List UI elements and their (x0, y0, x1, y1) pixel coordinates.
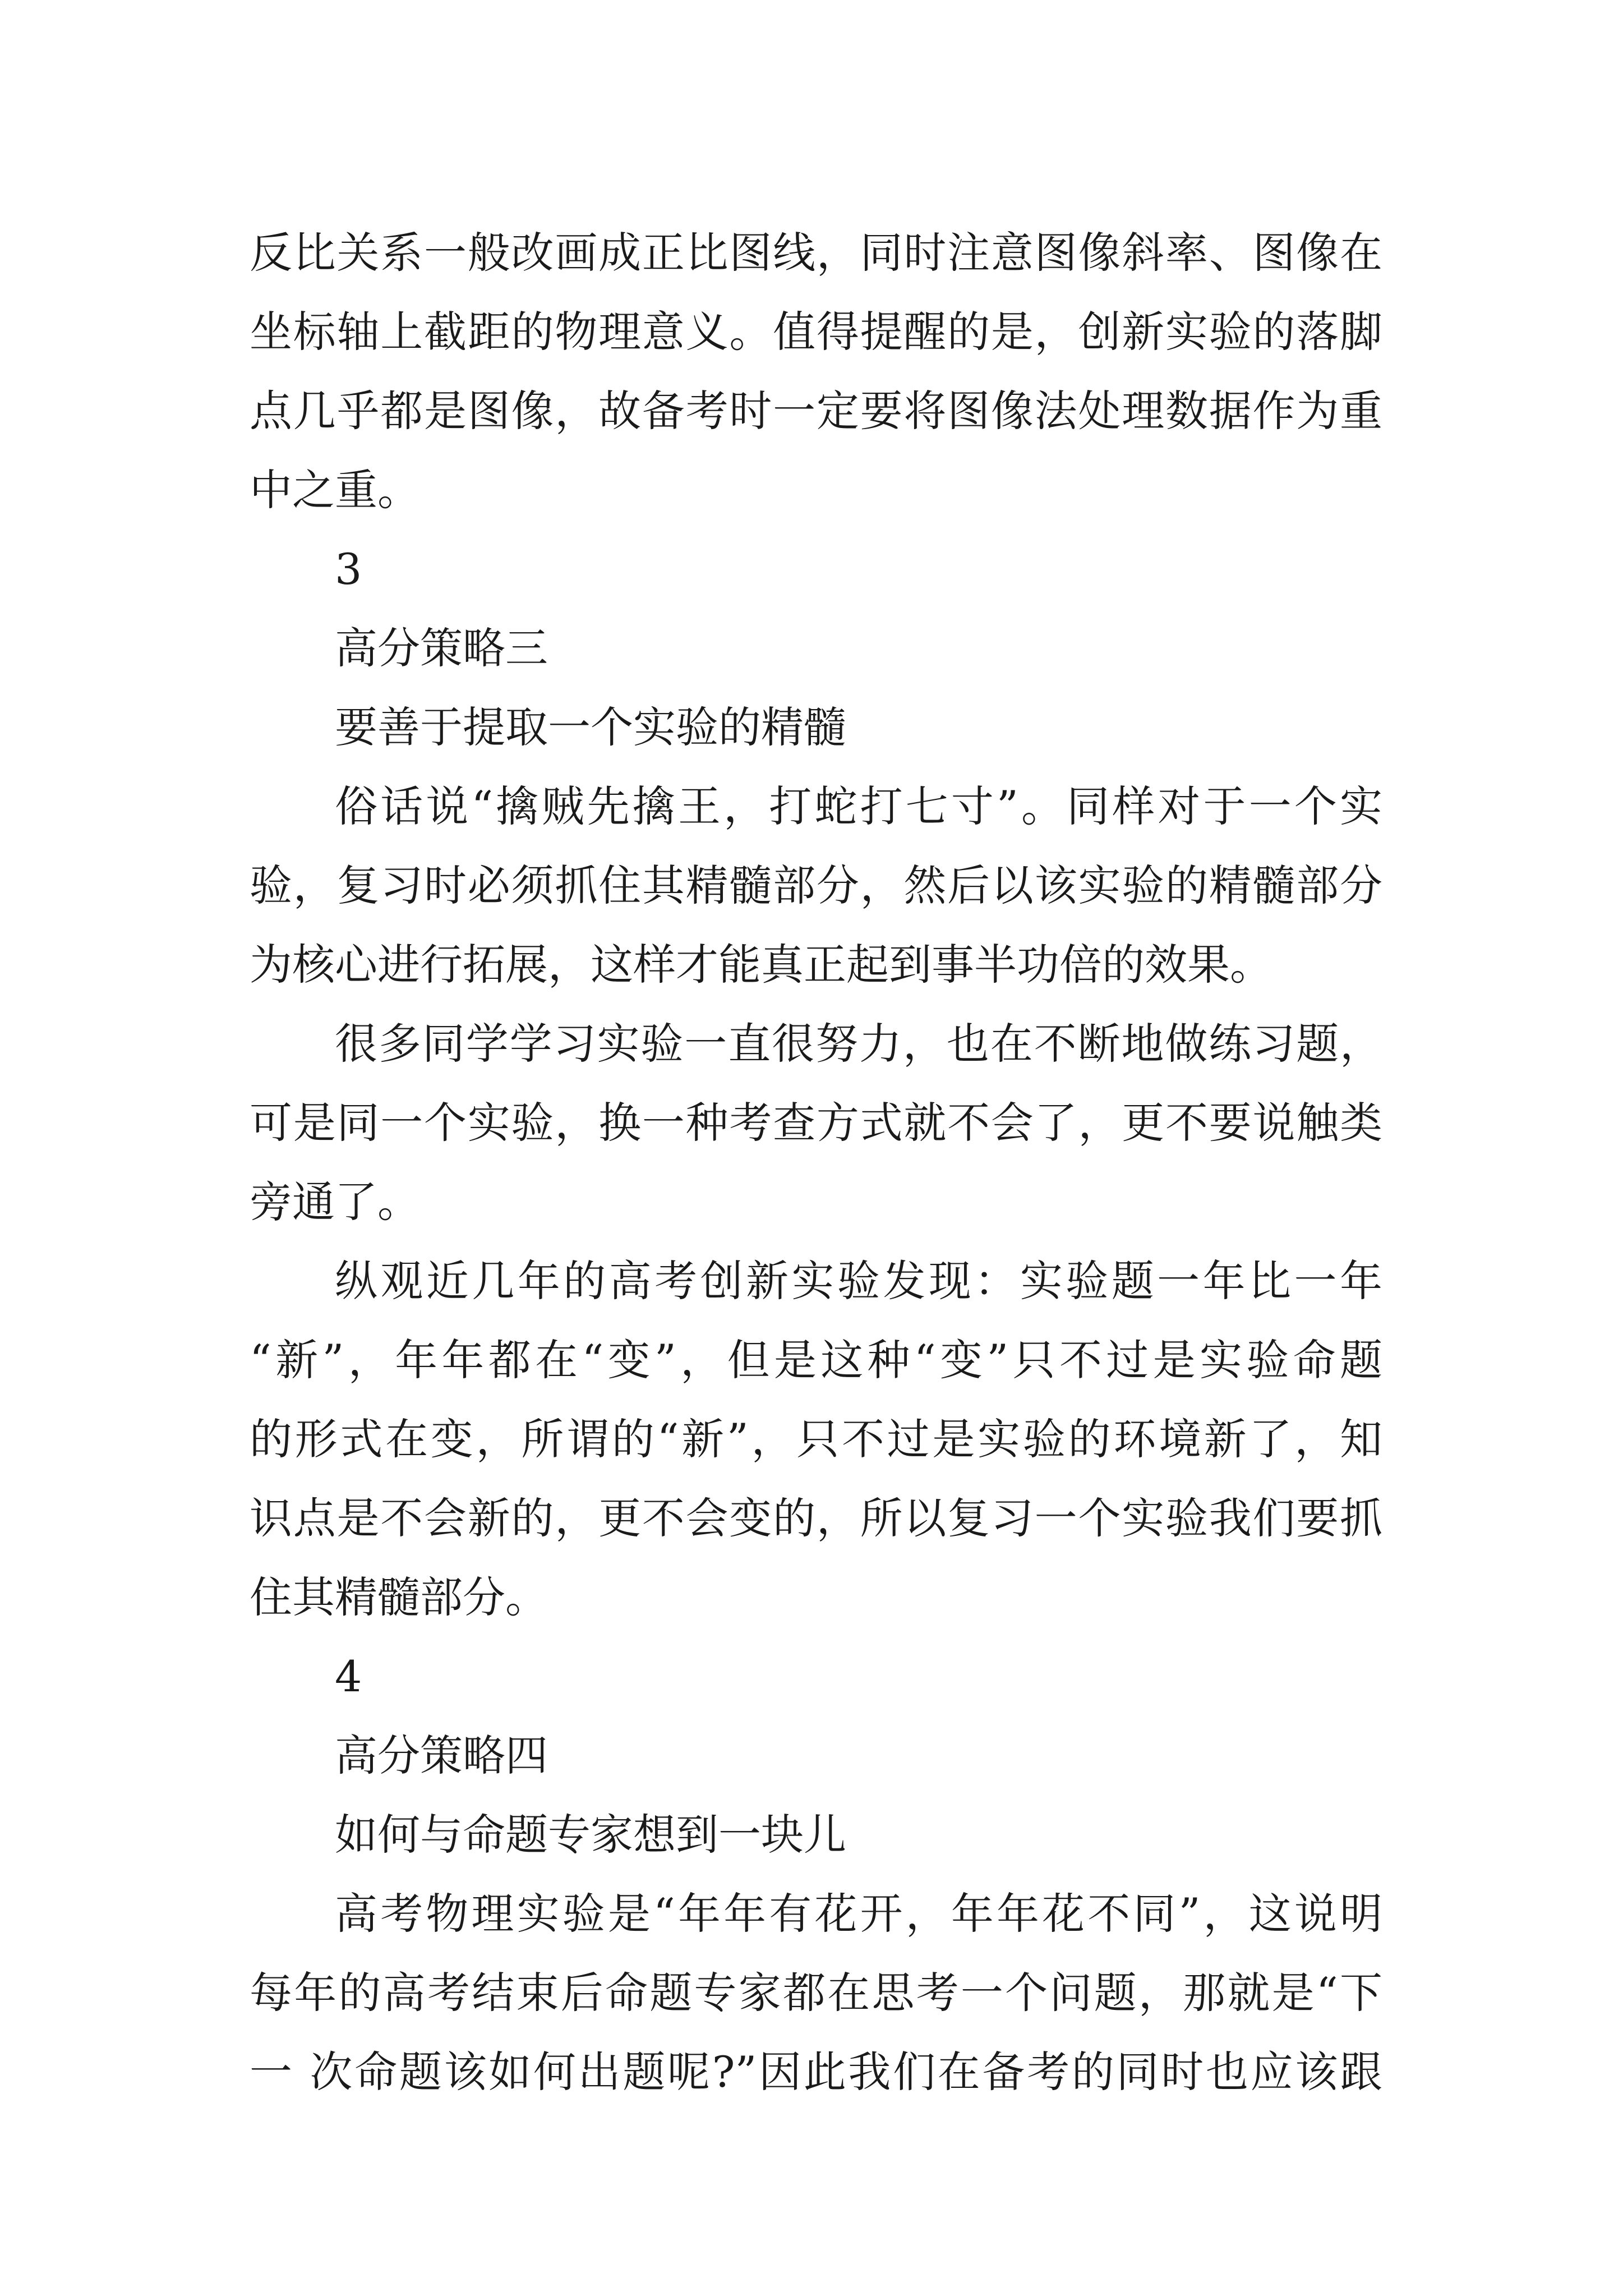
section-number: 4 (335, 1651, 362, 1701)
paragraph-line: “新”，年年都在“变”，但是这种“变”只不过是实验命题 (250, 1335, 1382, 1385)
paragraph-line: 反比关系一般改画成正比图线，同时注意图像斜率、图像在 (250, 228, 1382, 278)
paragraph-line: 可是同一个实验，换一种考查方式就不会了，更不要说触类 (250, 1098, 1382, 1148)
paragraph-line: 一 次命题该如何出题呢?”因此我们在备考的同时也应该跟 (250, 2047, 1382, 2097)
paragraph-line: 住其精髓部分。 (250, 1572, 548, 1622)
paragraph-line: 点几乎都是图像，故备考时一定要将图像法处理数据作为重 (250, 386, 1382, 436)
paragraph-line: 纵观近几年的高考创新实验发现：实验题一年比一年 (335, 1256, 1382, 1306)
section-subtitle: 要善于提取一个实验的精髓 (335, 702, 846, 752)
paragraph-line: 中之重。 (250, 465, 420, 515)
paragraph-line: 俗话说“擒贼先擒王，打蛇打七寸”。同样对于一个实 (335, 781, 1382, 831)
section-number: 3 (335, 544, 362, 594)
paragraph-line: 坐标轴上截距的物理意义。值得提醒的是，创新实验的落脚 (250, 307, 1382, 357)
paragraph-line: 验，复习时必须抓住其精髓部分，然后以该实验的精髓部分 (250, 861, 1382, 910)
paragraph-line: 很多同学学习实验一直很努力，也在不断地做练习题， (335, 1019, 1382, 1069)
section-title: 高分策略四 (335, 1731, 548, 1780)
paragraph-line: 的形式在变，所谓的“新”，只不过是实验的环境新了，知 (250, 1414, 1382, 1464)
section-title: 高分策略三 (335, 623, 548, 673)
document-body (250, 213, 1382, 2111)
section-subtitle: 如何与命题专家想到一块儿 (335, 1810, 846, 1860)
paragraph-line: 每年的高考结束后命题专家都在思考一个问题，那就是“下 (250, 1968, 1382, 2018)
paragraph-line: 识点是不会新的，更不会变的，所以复习一个实验我们要抓 (250, 1493, 1382, 1543)
paragraph-line: 高考物理实验是“年年有花开，年年花不同”，这说明 (335, 1889, 1382, 1939)
paragraph-line: 旁通了。 (250, 1177, 420, 1227)
paragraph-line: 为核心进行拓展，这样才能真正起到事半功倍的效果。 (250, 940, 1272, 990)
